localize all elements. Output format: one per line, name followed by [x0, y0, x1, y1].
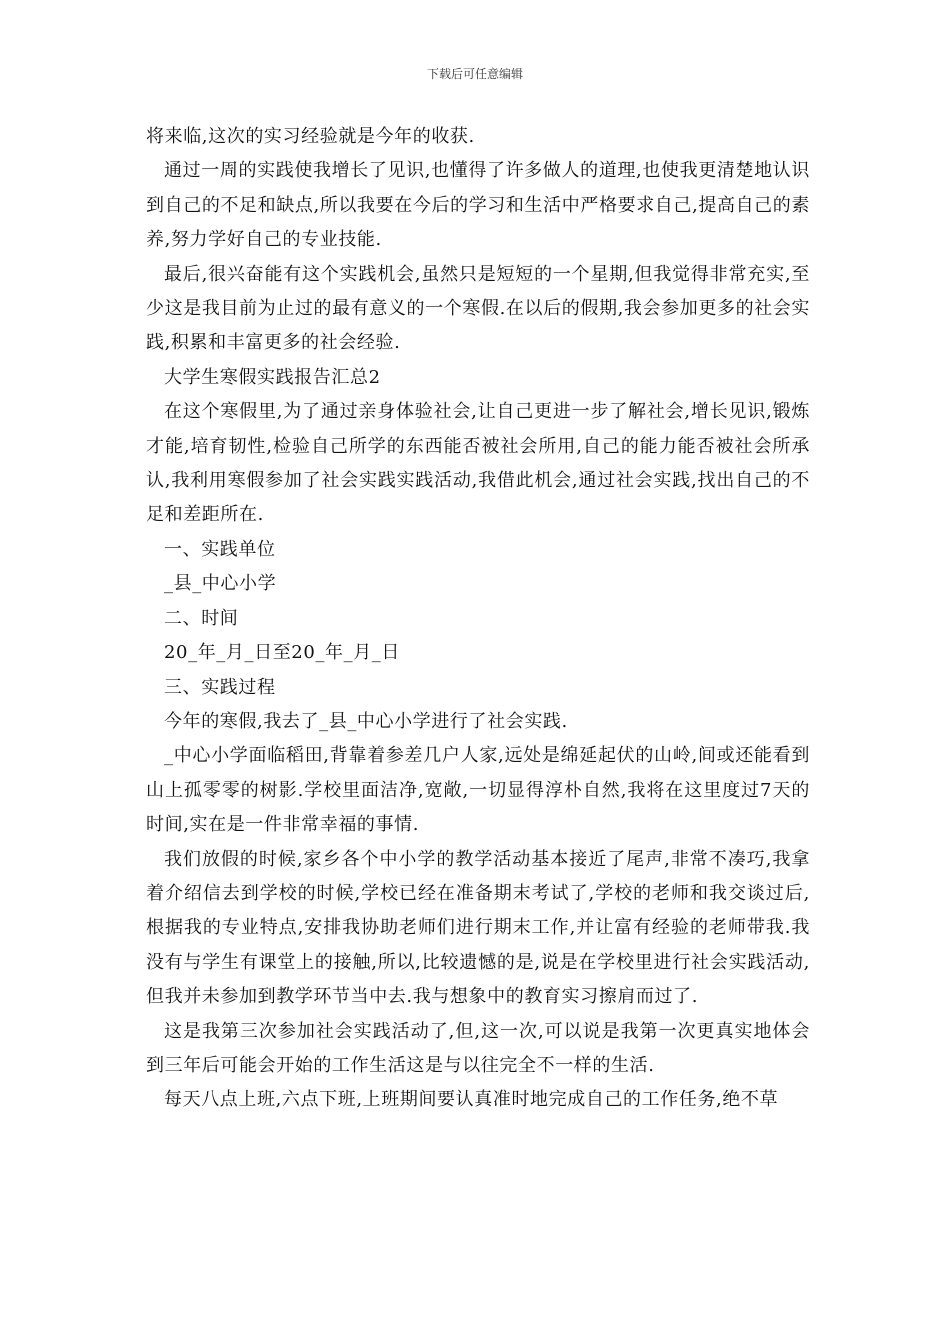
paragraph: 最后,很兴奋能有这个实践机会,虽然只是短短的一个星期,但我觉得非常充实,至少这是我目前为止过的最有意义的一个寒假.在以后的假期,我会参加更多的社会实践,积累和丰富更多的社会经验. [146, 263, 810, 354]
paragraph: 20_年_月_日至20_年_月_日 [164, 642, 401, 664]
section-title: 大学生寒假实践报告汇总2 [164, 366, 381, 388]
paragraph: 这是我第三次参加社会实践活动了,但,这一次,可以说是我第一次更真实地体会到三年后可能会开始的工作生活这是与以往完全不一样的生活. [146, 1020, 810, 1076]
paragraph: 通过一周的实践使我增长了见识,也懂得了许多做人的道理,也使我更清楚地认识到自己的不足和缺点,所以我要在今后的学习和生活中严格要求自己,提高自己的素养,努力学好自己的专业技能. [146, 160, 810, 251]
section-heading: 三、实践过程 [164, 676, 276, 698]
paragraph: 在这个寒假里,为了通过亲身体验社会,让自己更进一步了解社会,增长见识,锻炼才能,培育韧性,检验自己所学的东西能否被社会所用,自己的能力能否被社会所承认,我利用寒假参加了社会实践实践活动,我借此机会,通过社会实践,找出自己的不足和差距所在. [146, 401, 810, 526]
paragraph: 将来临,这次的实习经验就是今年的收获. [146, 126, 475, 147]
paragraph: 每天八点上班,六点下班,上班期间要认真准时地完成自己的工作任务,绝不草 [164, 1089, 779, 1111]
section-heading: 二、时间 [164, 607, 239, 629]
paragraph: _县_中心小学 [164, 573, 277, 595]
paragraph: 今年的寒假,我去了_县_中心小学进行了社会实践. [164, 710, 568, 732]
paragraph: _中心小学面临稻田,背靠着参差几户人家,远处是绵延起伏的山岭,间或还能看到山上孤零零的树影.学校里面洁净,宽敞,一切显得淳朴自然,我将在这里度过7天的时间,实在是一件非常幸福的事情. [146, 745, 810, 836]
section-heading: 一、实践单位 [164, 538, 276, 560]
paragraph: 我们放假的时候,家乡各个中小学的教学活动基本接近了尾声,非常不凑巧,我拿着介绍信去到学校的时候,学校已经在准备期末考试了,学校的老师和我交谈过后,根据我的专业特点,安排我协助老师们进行期末工作,并让富有经验的老师带我.我没有与学生有课堂上的接触,所以,比较遗憾的是,说是在学校里进行社会实践活动,但我并未参加到教学环节当中去.我与想象中的教育实习擦肩而过了. [146, 848, 810, 1008]
document-body [146, 120, 810, 1118]
page-header: 下载后可任意编辑 [426, 67, 523, 81]
